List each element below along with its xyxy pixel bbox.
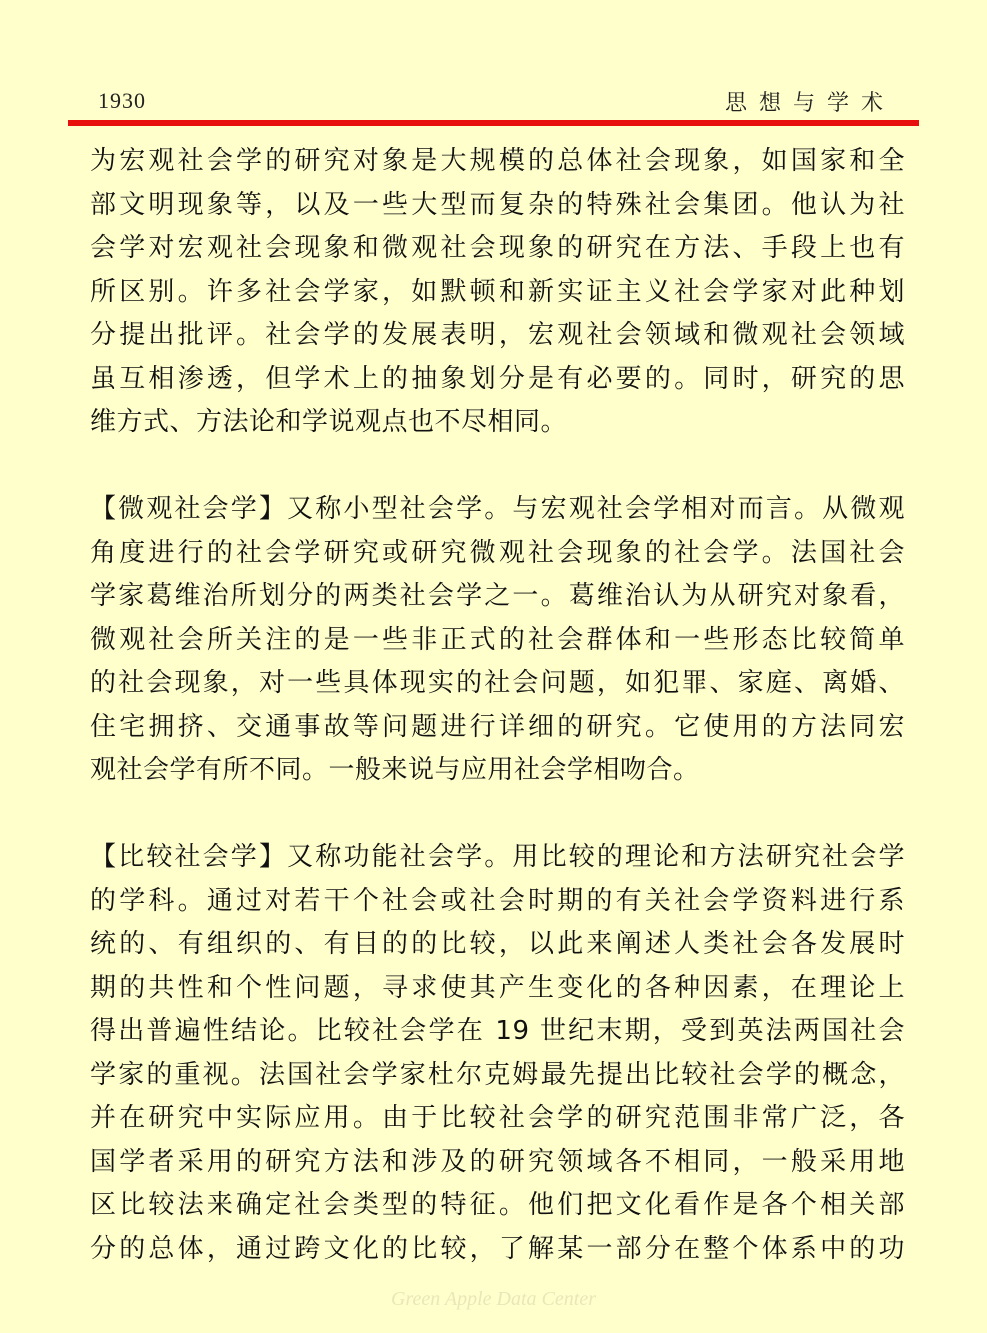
header-rule xyxy=(68,120,919,126)
text-line: 国学者采用的研究方法和涉及的研究领域各不相同，一般采用地 xyxy=(90,1146,905,1177)
text-line: 统的、有组织的、有目的的比较，以此来阐述人类社会各发展时 xyxy=(90,929,905,959)
watermark: Green Apple Data Center xyxy=(391,1288,596,1310)
text-line: 【微观社会学】又称小型社会学。与宏观社会学相对而言。从微观 xyxy=(90,494,905,524)
paragraph-comparative-sociology xyxy=(90,836,905,1271)
text-line: 角度进行的社会学研究或研究微观社会现象的社会学。法国社会 xyxy=(90,537,905,568)
text-line: 会学对宏观社会现象和微观社会现象的研究在方法、手段上也有 xyxy=(90,233,905,263)
text-line: 的学科。通过对若干个社会或社会时期的有关社会学资料进行系 xyxy=(90,885,905,916)
text-line: 维方式、方法论和学说观点也不尽相同。 xyxy=(90,407,568,437)
text-line: 虽互相渗透，但学术上的抽象划分是有必要的。同时，研究的思 xyxy=(90,363,905,394)
running-head-title: 思想与学术 xyxy=(724,91,895,116)
text-line: 期的共性和个性问题，寻求使其产生变化的各种因素，在理论上 xyxy=(90,972,905,1003)
text-line: 并在研究中实际应用。由于比较社会学的研究范围非常广泛，各 xyxy=(90,1103,905,1133)
text-line: 的社会现象，对一些具体现实的社会问题，如犯罪、家庭、离婚、 xyxy=(90,668,905,698)
paragraph-spacer xyxy=(90,445,905,489)
text-line: 学家葛维治所划分的两类社会学之一。葛维治认为从研究对象看， xyxy=(90,581,905,611)
text-line: 【比较社会学】又称功能社会学。用比较的理论和方法研究社会学 xyxy=(90,842,905,872)
text-line: 分提出批评。社会学的发展表明，宏观社会领域和微观社会领域 xyxy=(90,320,905,350)
text-line: 部文明现象等，以及一些大型而复杂的特殊社会集团。他认为社 xyxy=(90,189,905,220)
text-line: 住宅拥挤、交通事故等问题进行详细的研究。它使用的方法同宏 xyxy=(90,711,905,742)
text-line: 观社会学有所不同。一般来说与应用社会学相吻合。 xyxy=(90,755,700,785)
body-text xyxy=(90,140,905,1271)
paragraph-micro-sociology xyxy=(90,488,905,793)
paragraph-macro-sociology-continued xyxy=(90,140,905,445)
text-line: 分的总体，通过跨文化的比较，了解某一部分在整个体系中的功 xyxy=(90,1233,905,1264)
text-line: 得出普遍性结论。比较社会学在 19 世纪末期，受到英法两国社会 xyxy=(90,1016,905,1046)
text-line: 所区别。许多社会学家，如默顿和新实证主义社会学家对此种划 xyxy=(90,276,905,307)
paragraph-spacer xyxy=(90,793,905,837)
text-line: 微观社会所关注的是一些非正式的社会群体和一些形态比较简单 xyxy=(90,624,905,655)
page-number: 1930 xyxy=(98,88,146,113)
text-line: 为宏观社会学的研究对象是大规模的总体社会现象，如国家和全 xyxy=(90,146,905,176)
text-line: 学家的重视。法国社会学家杜尔克姆最先提出比较社会学的概念， xyxy=(90,1059,905,1090)
text-line: 区比较法来确定社会类型的特征。他们把文化看作是各个相关部 xyxy=(90,1190,905,1220)
